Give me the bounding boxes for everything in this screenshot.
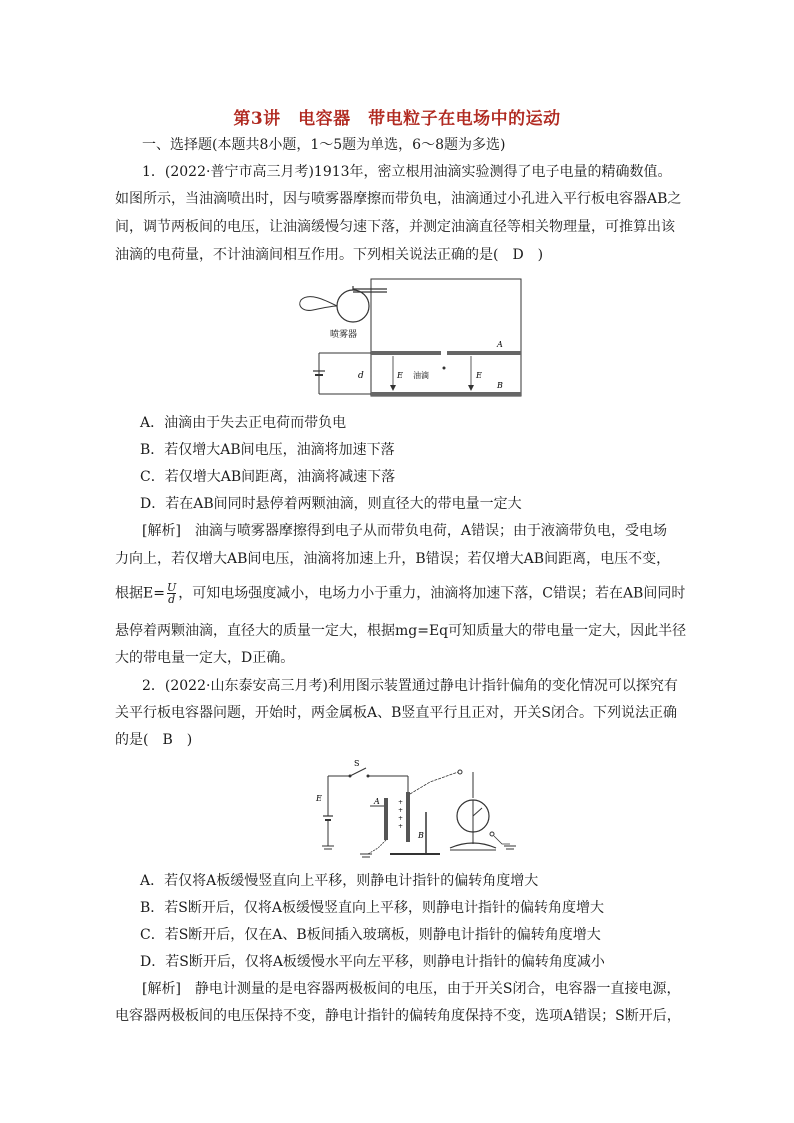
q2-line-3: 的是( B ) — [115, 732, 193, 748]
svg-text:+: + — [398, 807, 404, 814]
plate-a-left — [371, 351, 441, 355]
drop-label: 油滴 — [413, 371, 429, 380]
q2-analysis-2: 电容器两极板间的电压保持不变，静电计指针的偏转角度保持不变，选项A错误；S断开后， — [115, 1008, 681, 1024]
q2-line-2: 关平行板电容器问题，开始时，两金属板A、B竖直平行且正对，开关S闭合。下列说法正确 — [115, 705, 677, 721]
plate-b-label: B — [418, 831, 424, 840]
q1-analysis-5: 大的带电量一定大，D正确。 — [115, 650, 295, 666]
electrometer-needle — [473, 808, 482, 816]
q1-line-2: 如图所示，当油滴喷出时，因与喷雾器摩擦而带负电，油滴通过小孔进入平行板电容器AB之 — [115, 191, 682, 207]
sprayer-bulb — [337, 290, 369, 322]
svg-text:+: + — [398, 799, 404, 806]
field-label-left: E — [397, 371, 403, 380]
emf-label: E — [316, 794, 322, 803]
field-arrow-left — [390, 385, 396, 391]
svg-text:+: + — [398, 815, 404, 822]
q1-analysis-2: 力向上，若仅增大AB间电压，油滴将加速上升，B错误；若仅增大AB间距离，电压不变， — [115, 551, 671, 567]
q2-analysis-1: [解析] 静电计测量的是电容器两极板间的电压，由于开关S闭合，电容器一直接电源， — [142, 981, 681, 997]
apparatus-box — [371, 279, 521, 396]
oil-drop — [443, 367, 446, 370]
squeeze-bulb — [300, 297, 337, 311]
millikan-figure — [295, 272, 525, 402]
q1-option-a: A．油滴由于失去正电荷而带负电 — [140, 415, 347, 431]
q2-line-1: 2．(2022·山东泰安高三月考)利用图示装置通过静电计指针偏角的变化情况可以探究有 — [142, 678, 678, 694]
plate-a-label: A — [374, 797, 380, 806]
formula-suffix: ，可知电场强度减小，电场力小于重力，油滴将加速下落，C错误；若在AB间同时 — [178, 585, 686, 602]
plate-b — [371, 392, 521, 396]
sprayer-label: 喷雾器 — [330, 330, 358, 340]
svg-text:+: + — [398, 823, 404, 830]
q1-line-4: 油滴的电荷量，不计油滴间相互作用。下列相关说法正确的是( D ) — [115, 247, 544, 263]
q1-line-3: 间，调节两板间的电压，让油滴缓慢匀速下落，并测定油滴直径等相关物理量，可推算出该 — [115, 219, 675, 235]
q1-option-c: C．若仅增大AB间距离，油滴将减速下落 — [140, 469, 396, 485]
fraction-u-over-d: $\frac{U}{d}$ — [166, 581, 177, 606]
formula-prefix: 根据E= — [115, 585, 165, 602]
q2-option-d: D．若S断开后，仅将A板缓慢水平向左平移，则静电计指针的偏转角度减小 — [140, 954, 605, 970]
q1-option-b: B．若仅增大AB间电压，油滴将加速下落 — [140, 442, 395, 458]
q2-option-b: B．若S断开后，仅将A板缓慢竖直向上平移，则静电计指针的偏转角度增大 — [140, 900, 604, 916]
plate-b-label: B — [497, 381, 503, 390]
plate-a — [384, 798, 388, 840]
plate-a-right — [447, 351, 521, 355]
plate-a-label: A — [497, 340, 503, 349]
field-arrow-right — [468, 385, 474, 391]
q1-line-1: 1．(2022·普宁市高三月考)1913年，密立根用油滴实验测得了电子电量的精确数值。 — [142, 164, 672, 180]
q1-option-d: D．若在AB间同时悬停着两颗油滴，则直径大的带电量一定大 — [140, 496, 522, 512]
q1-analysis-1: [解析] 油滴与喷雾器摩擦得到电子从而带负电荷，A错误；由于液滴带负电，受电场 — [142, 523, 668, 539]
switch-icon — [350, 768, 366, 776]
q2-option-a: A．若仅将A板缓慢竖直向上平移，则静电计指针的偏转角度增大 — [140, 873, 539, 889]
q1-analysis-3 — [115, 582, 685, 605]
switch-label: S — [354, 759, 360, 768]
q2-option-c: C．若S断开后，仅在A、B板间插入玻璃板，则静电计指针的偏转角度增大 — [140, 927, 601, 943]
plate-b — [406, 792, 410, 842]
q1-analysis-4: 悬停着两颗油滴，直径大的质量一定大，根据mg=Eq可知质量大的带电量一定大，因此半径 — [115, 623, 687, 639]
electrometer-figure — [310, 754, 520, 862]
field-label-right: E — [476, 371, 482, 380]
page-title: 第3讲 电容器 带电粒子在电场中的运动 — [233, 109, 561, 129]
distance-label: d — [358, 371, 364, 381]
section-heading: 一、选择题(本题共8小题，1～5题为单选，6～8题为多选) — [142, 137, 506, 153]
